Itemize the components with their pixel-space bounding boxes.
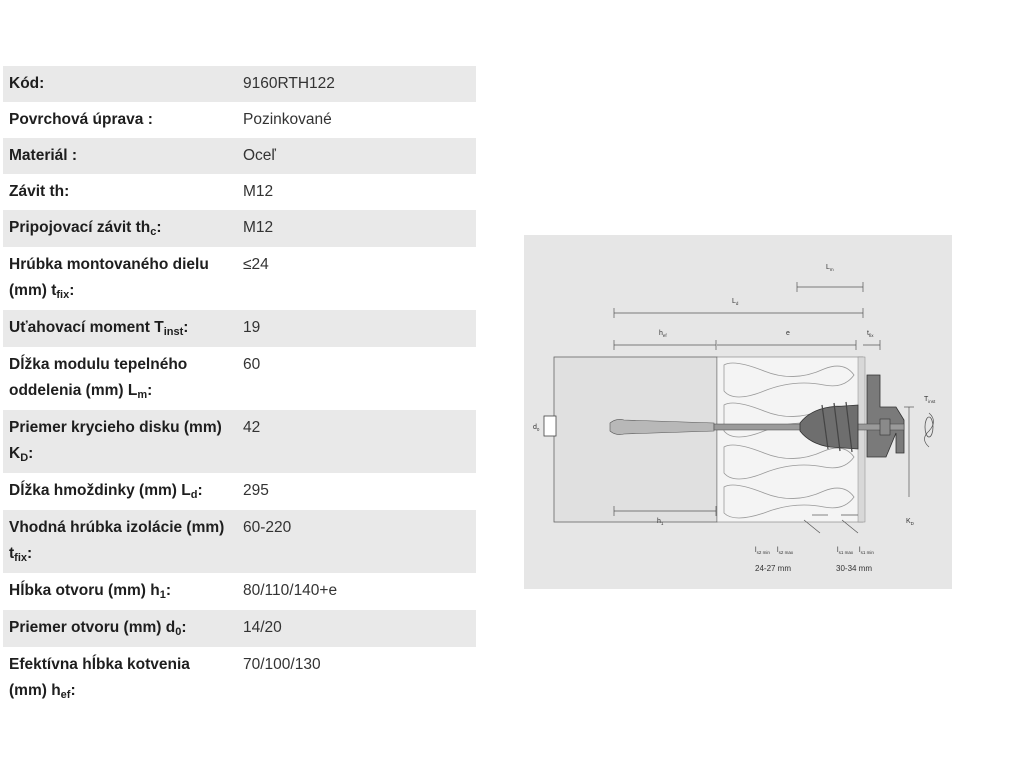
spec-value: 14/20	[237, 610, 476, 647]
spec-value: 42	[237, 410, 476, 473]
spec-label: Pripojovací závit $th_c$:	[3, 210, 237, 247]
spec-value: 295	[243, 482, 269, 499]
render-layer	[858, 357, 865, 522]
spec-row	[3, 573, 476, 610]
label-range-s1: 30-34 mm	[836, 564, 873, 573]
spec-row	[3, 66, 476, 102]
label-hef: $h_{ef}$	[659, 330, 667, 338]
label-range-s2: 24-27 mm	[755, 564, 792, 573]
spec-label: Závit th:	[9, 183, 70, 200]
spec-value: 9160RTH122	[237, 66, 476, 102]
spec-row	[3, 473, 476, 510]
spec-value: 60-220	[237, 510, 476, 573]
spec-row	[3, 102, 476, 138]
spec-value: M12	[243, 183, 274, 200]
spec-row	[3, 647, 476, 710]
spec-row	[3, 310, 476, 347]
label-ls2max: $l_{s2 max}$	[777, 547, 794, 555]
spec-label: Efektívna hĺbka kotvenia (mm) $h_{ef}$:	[9, 656, 190, 701]
label-ls1max: $l_{s1 max}$	[837, 547, 854, 555]
anchor-diagram-svg	[524, 235, 952, 589]
spec-value: 80/110/140+e	[243, 582, 338, 599]
spec-value: ≤24	[243, 256, 269, 273]
concrete-block	[554, 357, 717, 522]
spec-row	[3, 410, 476, 473]
spec-label: Kód:	[3, 66, 237, 102]
spec-label: Povrchová úprava :	[9, 111, 153, 128]
spec-value: 60	[243, 356, 261, 373]
spec-label: Uťahovací moment $T_{inst}$:	[3, 310, 237, 347]
spec-label: Dĺžka modulu tepelného oddelenia (mm) $L_m$:	[9, 356, 188, 401]
spec-value: 19	[237, 310, 476, 347]
label-ls1min: $l_{s1 min}$	[859, 547, 874, 555]
spec-row	[3, 347, 476, 410]
label-kd: $K_D$	[906, 518, 914, 526]
spec-value: Pozinkované	[243, 111, 332, 128]
specification-table	[3, 66, 476, 710]
anchor-diagram	[524, 235, 952, 589]
label-tfix: $t_{fix}$	[867, 330, 874, 338]
spec-value: 70/100/130	[243, 656, 321, 673]
spec-row	[3, 247, 476, 310]
label-tinst: $T_{inst}$	[924, 396, 936, 404]
spec-value: Oceľ	[237, 138, 476, 174]
spec-label: Hrúbka montovaného dielu (mm) $t_{fix}$:	[9, 256, 209, 301]
spec-row	[3, 610, 476, 647]
spec-row	[3, 174, 476, 210]
nut	[880, 419, 890, 435]
spec-label: Hĺbka otvoru (mm) $h_1$:	[9, 582, 171, 601]
label-h1: $h_1$	[657, 518, 664, 526]
spec-row	[3, 210, 476, 247]
label-lm: $L_m$	[826, 264, 834, 272]
spec-label: Priemer krycieho disku (mm) $K_D$:	[3, 410, 237, 473]
label-e: e	[786, 330, 790, 337]
spec-label: Materiál :	[3, 138, 237, 174]
spec-value: M12	[237, 210, 476, 247]
spec-row	[3, 138, 476, 174]
label-ls2min: $l_{s2 min}$	[755, 547, 770, 555]
spec-row	[3, 510, 476, 573]
spec-label: Dĺžka hmoždinky (mm) $L_d$:	[9, 482, 203, 501]
drill-hole	[544, 416, 556, 436]
spec-label: Priemer otvoru (mm) $d_0$:	[3, 610, 237, 647]
label-ld: $L_d$	[732, 298, 739, 306]
label-d0: $d_0$	[533, 424, 540, 432]
spec-label: Vhodná hrúbka izolácie (mm) $t_{fix}$:	[3, 510, 237, 573]
